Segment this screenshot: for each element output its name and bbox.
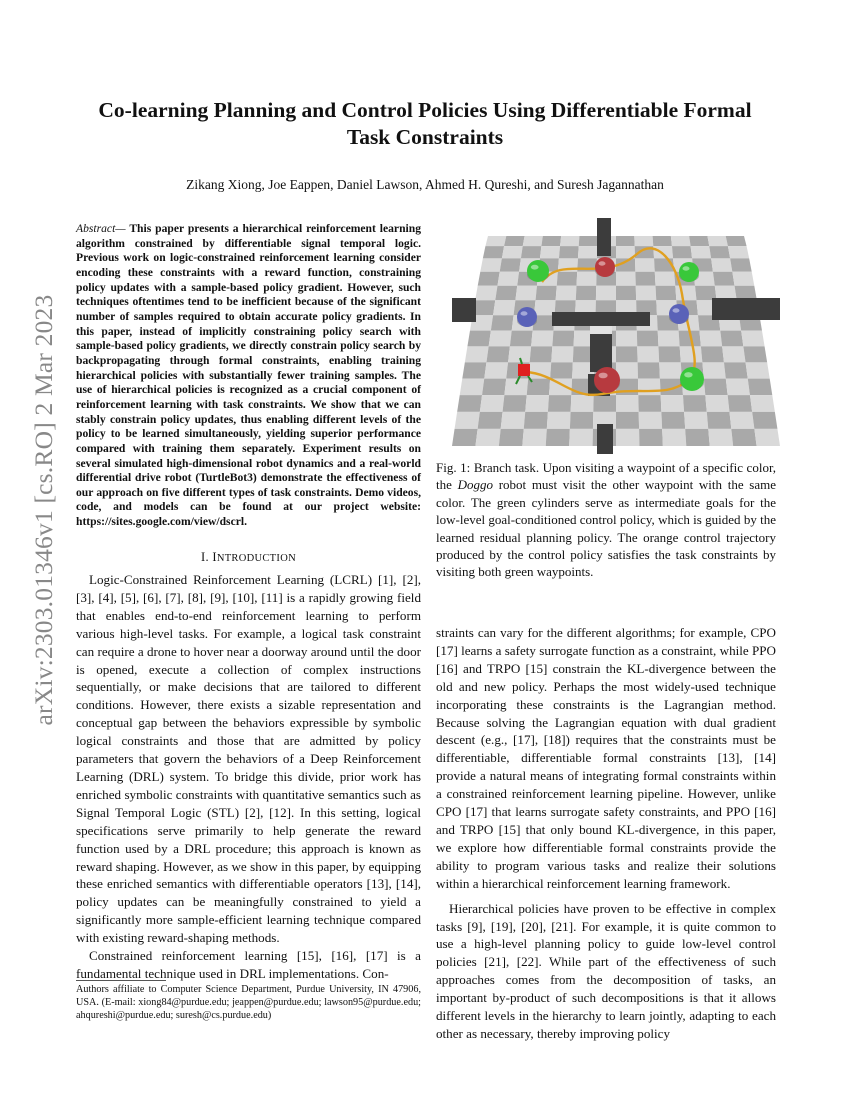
floor-tile [467, 331, 490, 347]
floor-tile [524, 412, 548, 429]
floor-tile [672, 246, 692, 258]
floor-tile [705, 395, 729, 412]
floor-tile [731, 429, 756, 446]
waypoint-blue-highlight [521, 311, 528, 315]
floor-tile [465, 346, 489, 362]
floor-tile [616, 236, 635, 246]
floor-tile [638, 395, 661, 412]
wall-center-horizontal [552, 312, 650, 326]
waypoint-green [679, 262, 699, 282]
floor-tile [460, 379, 485, 396]
floor-tile [658, 331, 680, 347]
floor-tile [746, 362, 770, 378]
floor-tile [661, 412, 685, 429]
floor-tile [540, 246, 560, 258]
floor-tile [569, 429, 593, 446]
floor-tile [720, 331, 743, 347]
floor-tile [523, 236, 543, 246]
floor-tile [750, 395, 775, 412]
floor-tile [729, 412, 754, 429]
floor-tile [528, 362, 551, 378]
floor-tile [691, 246, 711, 258]
floor-tile [639, 412, 662, 429]
floor-tile [701, 346, 724, 362]
floor-tile [683, 395, 707, 412]
floor-tile [754, 429, 780, 446]
floor-tile [707, 412, 732, 429]
floor-tile [578, 246, 597, 258]
floor-tile [593, 395, 616, 412]
figure-branch-task [452, 214, 780, 454]
floor-tile [536, 286, 557, 301]
abstract-label: Abstract— [76, 222, 126, 235]
floor-tile [557, 272, 577, 286]
title-line-2: Task Constraints [346, 125, 504, 149]
floor-tile [616, 331, 637, 347]
waypoint-blue [517, 307, 537, 327]
floor-tile [515, 286, 537, 301]
floor-tile [548, 395, 571, 412]
floor-tile [503, 395, 527, 412]
floor-tile [478, 412, 503, 429]
body-paragraph: Hierarchical policies have proven to be effective in complex tasks [9], [19], [20], [21]. For example, it is quite common to use a high-level planning policy to guide low-level control policies [21], [22]. While part of the effectiveness of such approaches comes from the decomposition of tasks, an important by-product of such decompositions is that it allows different levels in the hierarchy to learn jointly, adapting to each other as necessary, thereby improving policy [436, 900, 776, 1041]
floor-tile [658, 346, 680, 362]
floor-tile [616, 412, 639, 429]
floor-tile [530, 346, 553, 362]
floor-tile [475, 429, 500, 446]
caption-text-b: robot must visit the other waypoint with the same color. The green cylinders serve as intermediate goals for the low-level goal-conditioned control policy, which is guided by the learned residual planning policy. The orange control trajectory produced by the control policy satisfies the task constraints by visiting both green waypoints. [436, 477, 777, 580]
floor-tile [653, 236, 672, 246]
floor-tile [552, 331, 574, 347]
floor-tile [743, 346, 767, 362]
arxiv-identifier [24, 294, 64, 726]
floor-tile [522, 429, 547, 446]
floor-tile [616, 286, 636, 301]
waypoint-green [680, 367, 704, 391]
wall-top [597, 218, 611, 256]
floor-tile [455, 412, 480, 429]
section-number: I. [201, 550, 209, 564]
floor-tile [493, 300, 515, 315]
floor-tile [728, 395, 753, 412]
title-line-1: Co-learning Planning and Control Policies Using Differentiable Formal [98, 98, 752, 122]
doggo-robot [518, 364, 530, 376]
floor-tile [637, 346, 659, 362]
floor-tile [486, 346, 509, 362]
waypoint-green-highlight [683, 266, 690, 270]
floor-tile [704, 379, 728, 396]
floor-tile [491, 315, 514, 330]
floor-tile [659, 362, 682, 378]
floor-tile [634, 236, 653, 246]
floor-tile [662, 429, 686, 446]
section-heading-introduction [76, 550, 421, 565]
caption-label: Fig. 1: [436, 460, 471, 475]
floor-tile [576, 286, 596, 301]
wall-bottom [597, 424, 613, 454]
floor-tile [702, 362, 725, 378]
author-list: Zikang Xiong, Joe Eappen, Daniel Lawson, Ahmed H. Qureshi, and Suresh Jagannathan [186, 177, 664, 192]
floor-tile [485, 236, 506, 246]
floor-tile [675, 286, 696, 301]
waypoint-red [595, 257, 615, 277]
floor-tile [637, 331, 659, 347]
abstract [76, 222, 421, 530]
floor-tile [708, 429, 733, 446]
floor-tile [559, 246, 579, 258]
floor-tile [635, 258, 655, 271]
floor-tile [653, 246, 673, 258]
wall-left [452, 298, 476, 322]
floor-tile [550, 362, 573, 378]
floor-tile [680, 346, 703, 362]
floor-tile [531, 331, 553, 347]
floor-tile [521, 246, 541, 258]
waypoint-green-highlight [531, 265, 539, 270]
floor-tile [502, 246, 523, 258]
floor-tile [480, 258, 502, 271]
floor-tile [596, 286, 616, 301]
branch-task-scene [452, 214, 780, 454]
floor-tile [741, 331, 764, 347]
floor-tile [547, 412, 571, 429]
floor-tile [501, 412, 526, 429]
caption-robot-name: Doggo [457, 477, 493, 493]
floor-tile [556, 286, 577, 301]
floor-tile [728, 246, 749, 258]
floor-tile [726, 236, 747, 246]
intro-paragraph: Constrained reinforcement learning [15], [16], [17] is a fundamental technique used in DRL implementations. Con- [76, 948, 421, 981]
floor-tile [478, 272, 500, 286]
body-paragraph: straints can vary for the different algorithms; for example, CPO [17] learns a safety surrogate function as a constraint, while PPO [16] and TRPO [15] constrain the KL-divergence between the old and new policy. Perhaps the most widely-used technique incorporating these constraints is the Lagrangian method. Because solving the Lagrangian equation with dual gradient descent (e.g., [17], [18]) requires that the constraints must be differentiable, differentiable formal constraints [13], [14] provide a natural means of integrating formal constraints within a constrained reinforcement learning pipeline. However, unlike CPO [17] that learns surrogate safety constraints, and PPO [16] and TRPO [15] that only bound KL-divergence, in this paper, we explore how differentiable formal constraints provide the ability to program various tasks and realize their solutions within a hierarchical reinforcement learning framework. [436, 625, 776, 891]
floor-tile [726, 379, 750, 396]
floor-tile [452, 429, 478, 446]
floor-tile [551, 346, 573, 362]
introduction-body [76, 571, 421, 983]
waypoint-blue-highlight [673, 308, 680, 312]
waypoint-green [527, 260, 549, 282]
floor-tile [483, 246, 504, 258]
floor-tile [484, 362, 508, 378]
floor-tile [616, 272, 636, 286]
floor-tile [713, 272, 735, 286]
floor-tile [489, 331, 512, 347]
floor-tile [579, 236, 598, 246]
floor-tile [616, 395, 639, 412]
floor-tile [616, 429, 639, 446]
caption-text-a: Branch task. Upon visiting a waypoint of a specific color, the [436, 460, 777, 493]
floor-tile [482, 379, 506, 396]
figure-caption [436, 459, 776, 581]
floor-tile [699, 331, 722, 347]
floor-tile [638, 379, 661, 396]
floor-tile [655, 272, 675, 286]
floor-tile [504, 379, 528, 396]
intro-paragraph: Logic-Constrained Reinforcement Learning (LCRL) [1], [2], [3], [4], [5], [6], [7], [8], [9], [10], [11] is a rapidly growing field that enables end-to-end reinforcement learning to perform various high-level tasks. For example, a logical task constraint can require a drone to hover near a doorway around until the door is opened, execute a collection of complex instructions sequentially, or make decisions that are tailored to different conditions. However, there exists a sizable representation and conceptual gap between the behaviors expressible by symbolic logical constraints and those that are admitted by policy parameters that govern the behaviors of a Deep Reinforcement Learning (DRL) system. To bridge this divide, prior work has enriched symbolic constraints with quantitative semantics such as Signal Temporal Logic (STL) [2], [12]. In this setting, logical specifications serve primarily to help generate the reward function used by a DRL procedure; this approach is known as reward shaping. However, as we show in this paper, by equipping these enriched semantics with differentiable operators [13], [14], policy updates can be meaningfully constrained to yield a significantly more sample-efficient learning technique compared with existing reward-shaping methods. [76, 572, 421, 946]
paper-title [60, 97, 790, 151]
author-affiliation-footnote: Authors affiliate to Computer Science Department, Purdue University, IN 47906, USA. (E-mail: xiong84@purdue.edu; jeappen@purdue.edu; lawson95@purdue.edu; ahqureshi@purdue.edu; suresh@cs.purdue.edu) [76, 984, 421, 1021]
floor-tile [560, 236, 579, 246]
floor-tile [546, 429, 570, 446]
floor-tile [711, 258, 732, 271]
floor-tile [525, 395, 549, 412]
waypoint-blue [669, 304, 689, 324]
floor-tile [457, 395, 482, 412]
footnote-divider [76, 980, 166, 981]
floor-tile [499, 429, 524, 446]
floor-tile [748, 379, 773, 396]
floor-tile [508, 346, 531, 362]
floor-tile [541, 236, 561, 246]
waypoint-red-highlight [599, 373, 608, 379]
floor-tile [500, 258, 521, 271]
floor-tile [462, 362, 486, 378]
floor-tile [752, 412, 777, 429]
floor-tile [504, 236, 524, 246]
arxiv-identifier-text: arXiv:2303.01346v1 [cs.RO] 2 Mar 2023 [29, 294, 58, 726]
floor-tile [656, 286, 677, 301]
floor-tile [722, 346, 745, 362]
floor-tile [709, 246, 730, 258]
floor-tile [685, 429, 710, 446]
abstract-text: This paper presents a hierarchical reinforcement learning algorithm constrained by differentiable signal temporal logic. Previous work on logic-constrained reinforcement learning consider encoding these constraints with a reward function, constraining policy updates with a sample-based policy gradient. However, such techniques oftentimes tend to be inefficient because of the significant number of samples required to obtain accurate policy gradients. In this paper, instead of implicitly constraining policy search with sample-based policy gradients, we directly constrain policy search by backpropagating through formal constraints, enabling training hierarchical policies with substantially fewer training samples. The use of hierarchical policies is recognized as a crucial component of reinforcement learning with task constraints. We show that we can stably constrain policy updates, thus enabling different levels of the policy to be learned simultaneously, yielding superior performance compared with training them separately. Experiment results on several simulated high-dimensional robot dynamics and a real-world differential drive robot (TurtleBot3) demonstrate the effectiveness of our approach on five different types of task constraints. Demo videos, code, and models can be found at our project website: https://sites.google.com/view/dscrl. [76, 222, 421, 529]
floor-tile [570, 412, 593, 429]
right-column-body [436, 624, 776, 1043]
floor-tile [732, 272, 754, 286]
floor-tile [635, 272, 655, 286]
floor-tile [475, 286, 497, 301]
floor-tile [661, 395, 684, 412]
floor-tile [671, 236, 691, 246]
floor-tile [684, 412, 708, 429]
wall-highlight [590, 326, 612, 334]
floor-tile [576, 272, 596, 286]
floor-tile [497, 272, 519, 286]
wall-right [712, 298, 780, 320]
floor-tile [724, 362, 748, 378]
floor-tile [689, 236, 709, 246]
floor-tile [636, 286, 656, 301]
floor-tile [730, 258, 752, 271]
floor-tile [480, 395, 505, 412]
waypoint-red [594, 367, 620, 393]
waypoint-red-highlight [599, 261, 606, 265]
floor-tile [616, 346, 638, 362]
section-title: INTRODUCTION [212, 550, 296, 564]
floor-tile [638, 362, 660, 378]
floor-tile [707, 236, 727, 246]
floor-tile [639, 429, 663, 446]
waypoint-green-highlight [684, 372, 692, 377]
floor-tile [510, 331, 533, 347]
floor-tile [571, 395, 594, 412]
floor-tile [495, 286, 517, 301]
